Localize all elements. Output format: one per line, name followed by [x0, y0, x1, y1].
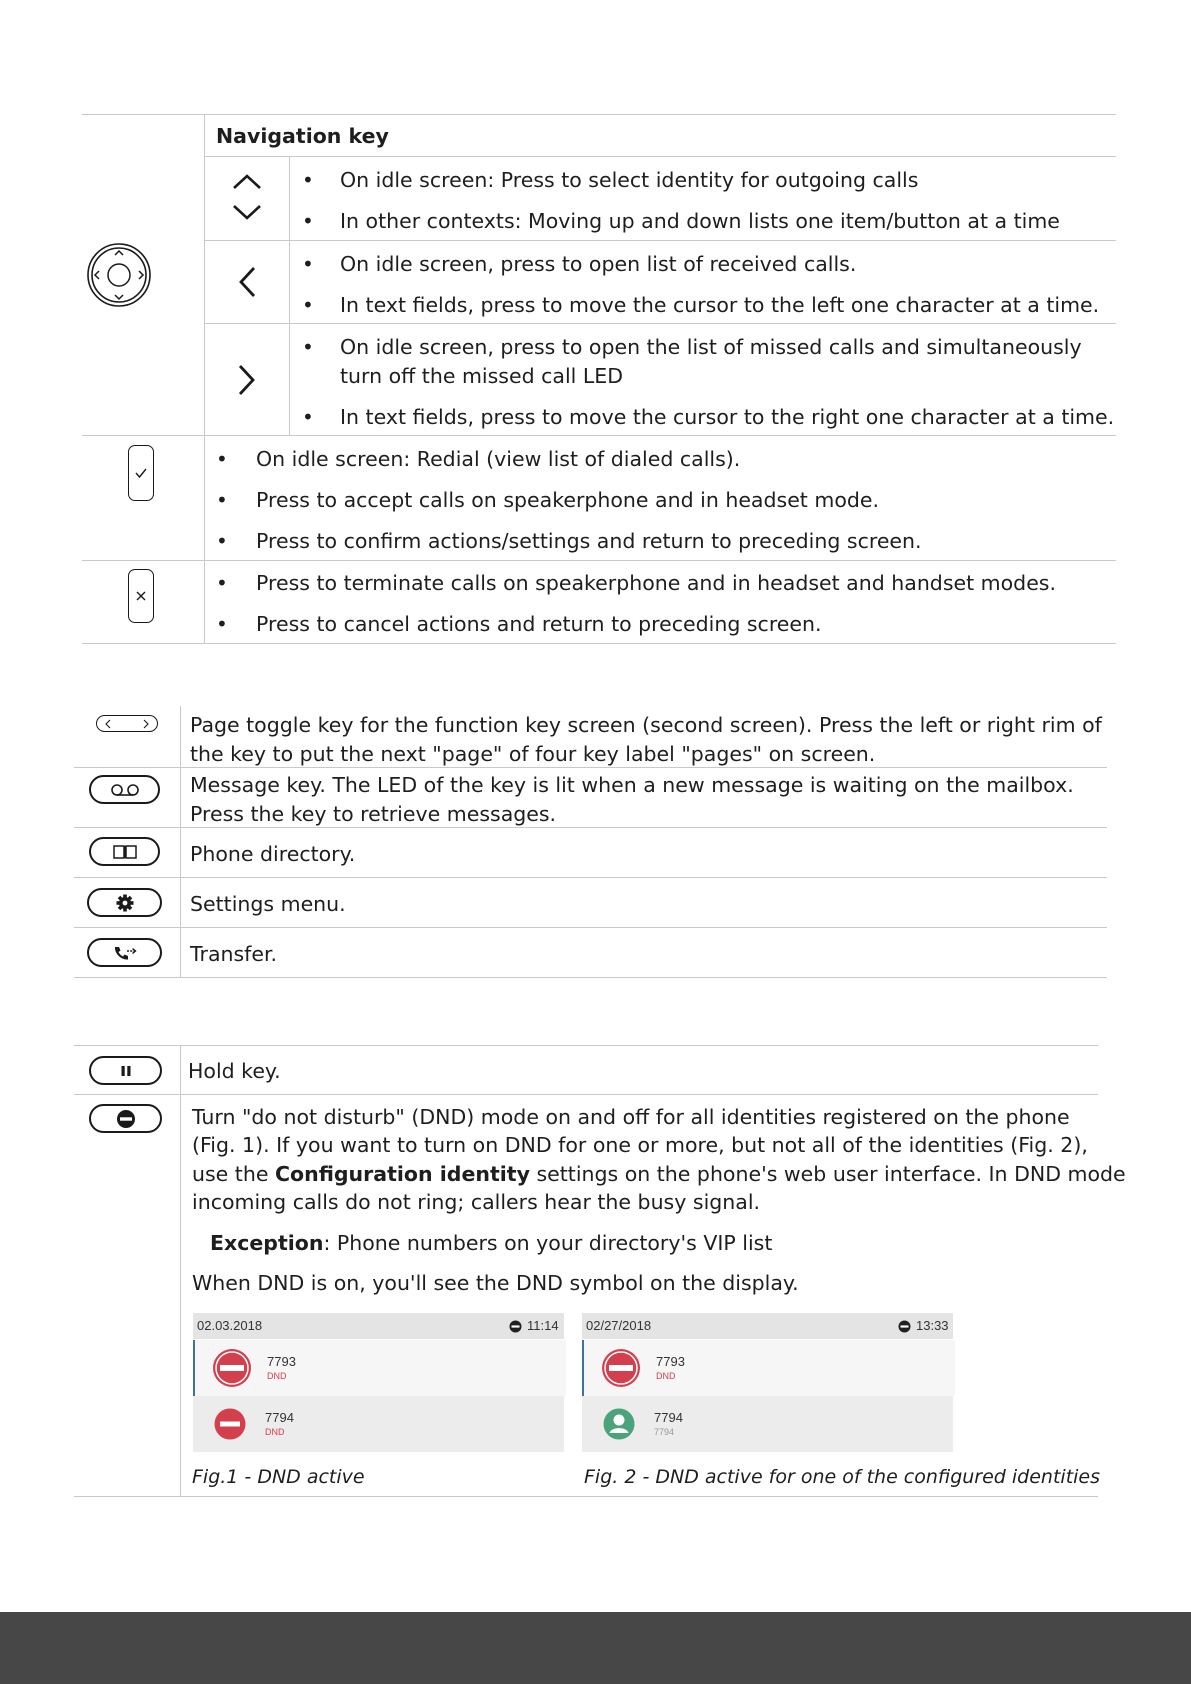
- right-bullet: In text fields, press to move the cursor to the right one character at a time.: [340, 405, 1115, 429]
- directory-key-description: Phone directory.: [190, 842, 356, 866]
- settings-key: [87, 888, 162, 917]
- fig2-caption: Fig. 2 - DND active for one of the configured identities: [584, 1466, 1101, 1488]
- right-bullet: On idle screen, press to open the list of missed calls and simultaneously: [340, 335, 1082, 359]
- dnd-status-icon: [214, 1408, 246, 1440]
- message-key-description: Message key. The LED of the key is lit when a new message is waiting on the mailbox.: [190, 773, 1074, 797]
- message-key: [89, 775, 160, 804]
- page-toggle-key: [96, 715, 158, 732]
- fig1-phone-screenshot: [193, 1313, 564, 1452]
- voicemail-icon: [109, 783, 141, 797]
- dnd-description: incoming calls do not ring; callers hear the busy signal.: [192, 1190, 761, 1214]
- navigation-key-header: Navigation key: [216, 124, 389, 148]
- ok-key-bullet: Press to accept calls on speakerphone and in headset mode.: [256, 488, 880, 512]
- close-icon: [135, 590, 147, 602]
- identity-row: 7794 7794: [582, 1396, 953, 1452]
- cancel-key-bullet: Press to terminate calls on speakerphone and in headset and handset modes.: [256, 571, 1057, 595]
- identity-row: 7794 DND: [193, 1396, 564, 1452]
- status-bar: 02.03.2018 11:14: [193, 1313, 564, 1339]
- cancel-key-bullet: Press to cancel actions and return to preceding screen.: [256, 612, 822, 636]
- dnd-symbol-note: When DND is on, you'll see the DND symbol on the display.: [192, 1271, 799, 1295]
- gear-icon: [116, 894, 134, 912]
- configuration-identity-term: Configuration identity: [274, 1162, 530, 1186]
- dnd-key: [89, 1104, 162, 1133]
- identity-row: 7793 DND: [193, 1340, 566, 1396]
- ok-key: [128, 445, 154, 501]
- fig2-phone-screenshot: [582, 1313, 953, 1452]
- ok-key-bullet: On idle screen: Redial (view list of dialed calls).: [256, 447, 741, 471]
- contact-avatar-icon: [603, 1408, 635, 1440]
- right-bullet-continued: turn off the missed call LED: [340, 364, 624, 388]
- status-bar: 02/27/2018 13:33: [582, 1313, 953, 1339]
- left-bullet: On idle screen, press to open list of received calls.: [340, 252, 857, 276]
- fig1-caption: Fig.1 - DND active: [192, 1466, 365, 1488]
- transfer-icon: [112, 945, 138, 961]
- transfer-key-description: Transfer.: [190, 942, 278, 966]
- do-not-disturb-icon: [509, 1320, 522, 1333]
- chevron-left-icon: [236, 265, 258, 299]
- navigation-pad-icon: [86, 242, 152, 308]
- ok-key-bullet: Press to confirm actions/settings and return to preceding screen.: [256, 529, 922, 553]
- book-icon: [112, 844, 138, 860]
- page-toggle-description: the key to put the next "page" of four key label "pages" on screen.: [190, 742, 876, 766]
- message-key-description: Press the key to retrieve messages.: [190, 802, 557, 826]
- do-not-disturb-icon: [898, 1320, 911, 1333]
- do-not-disturb-icon: [116, 1109, 136, 1129]
- dnd-status-icon: [601, 1348, 641, 1388]
- hold-key-description: Hold key.: [188, 1059, 281, 1083]
- dnd-exception: Exception: Phone numbers on your directory's VIP list: [210, 1231, 773, 1255]
- pause-icon: [120, 1065, 132, 1077]
- chevron-up-down-icon: [230, 172, 264, 224]
- settings-key-description: Settings menu.: [190, 892, 346, 916]
- dnd-description: (Fig. 1). If you want to turn on DND for one or more, but not all of the identities (Fig. 2),: [192, 1133, 1088, 1157]
- page-toggle-description: Page toggle key for the function key screen (second screen). Press the left or right rim of: [190, 713, 1102, 737]
- check-icon: [134, 467, 148, 479]
- directory-key: [89, 837, 160, 866]
- transfer-key: [87, 938, 162, 967]
- up-down-bullet: On idle screen: Press to select identity for outgoing calls: [340, 168, 919, 192]
- dnd-description-line: use the Configuration identity settings on the phone's web user interface. In DND mode: [192, 1162, 1126, 1186]
- cancel-key: [128, 569, 154, 623]
- footer-band: [0, 1612, 1191, 1684]
- chevron-right-icon: [236, 363, 258, 397]
- dnd-description: Turn "do not disturb" (DND) mode on and off for all identities registered on the phone: [192, 1105, 1070, 1129]
- left-bullet: In text fields, press to move the cursor to the left one character at a time.: [340, 293, 1100, 317]
- up-down-bullet: In other contexts: Moving up and down lists one item/button at a time: [340, 209, 1060, 233]
- chevron-right-icon: [143, 719, 149, 729]
- chevron-left-icon: [105, 719, 111, 729]
- identity-row: 7793 DND: [582, 1340, 955, 1396]
- hold-key: [89, 1056, 162, 1085]
- dnd-status-icon: [212, 1348, 252, 1388]
